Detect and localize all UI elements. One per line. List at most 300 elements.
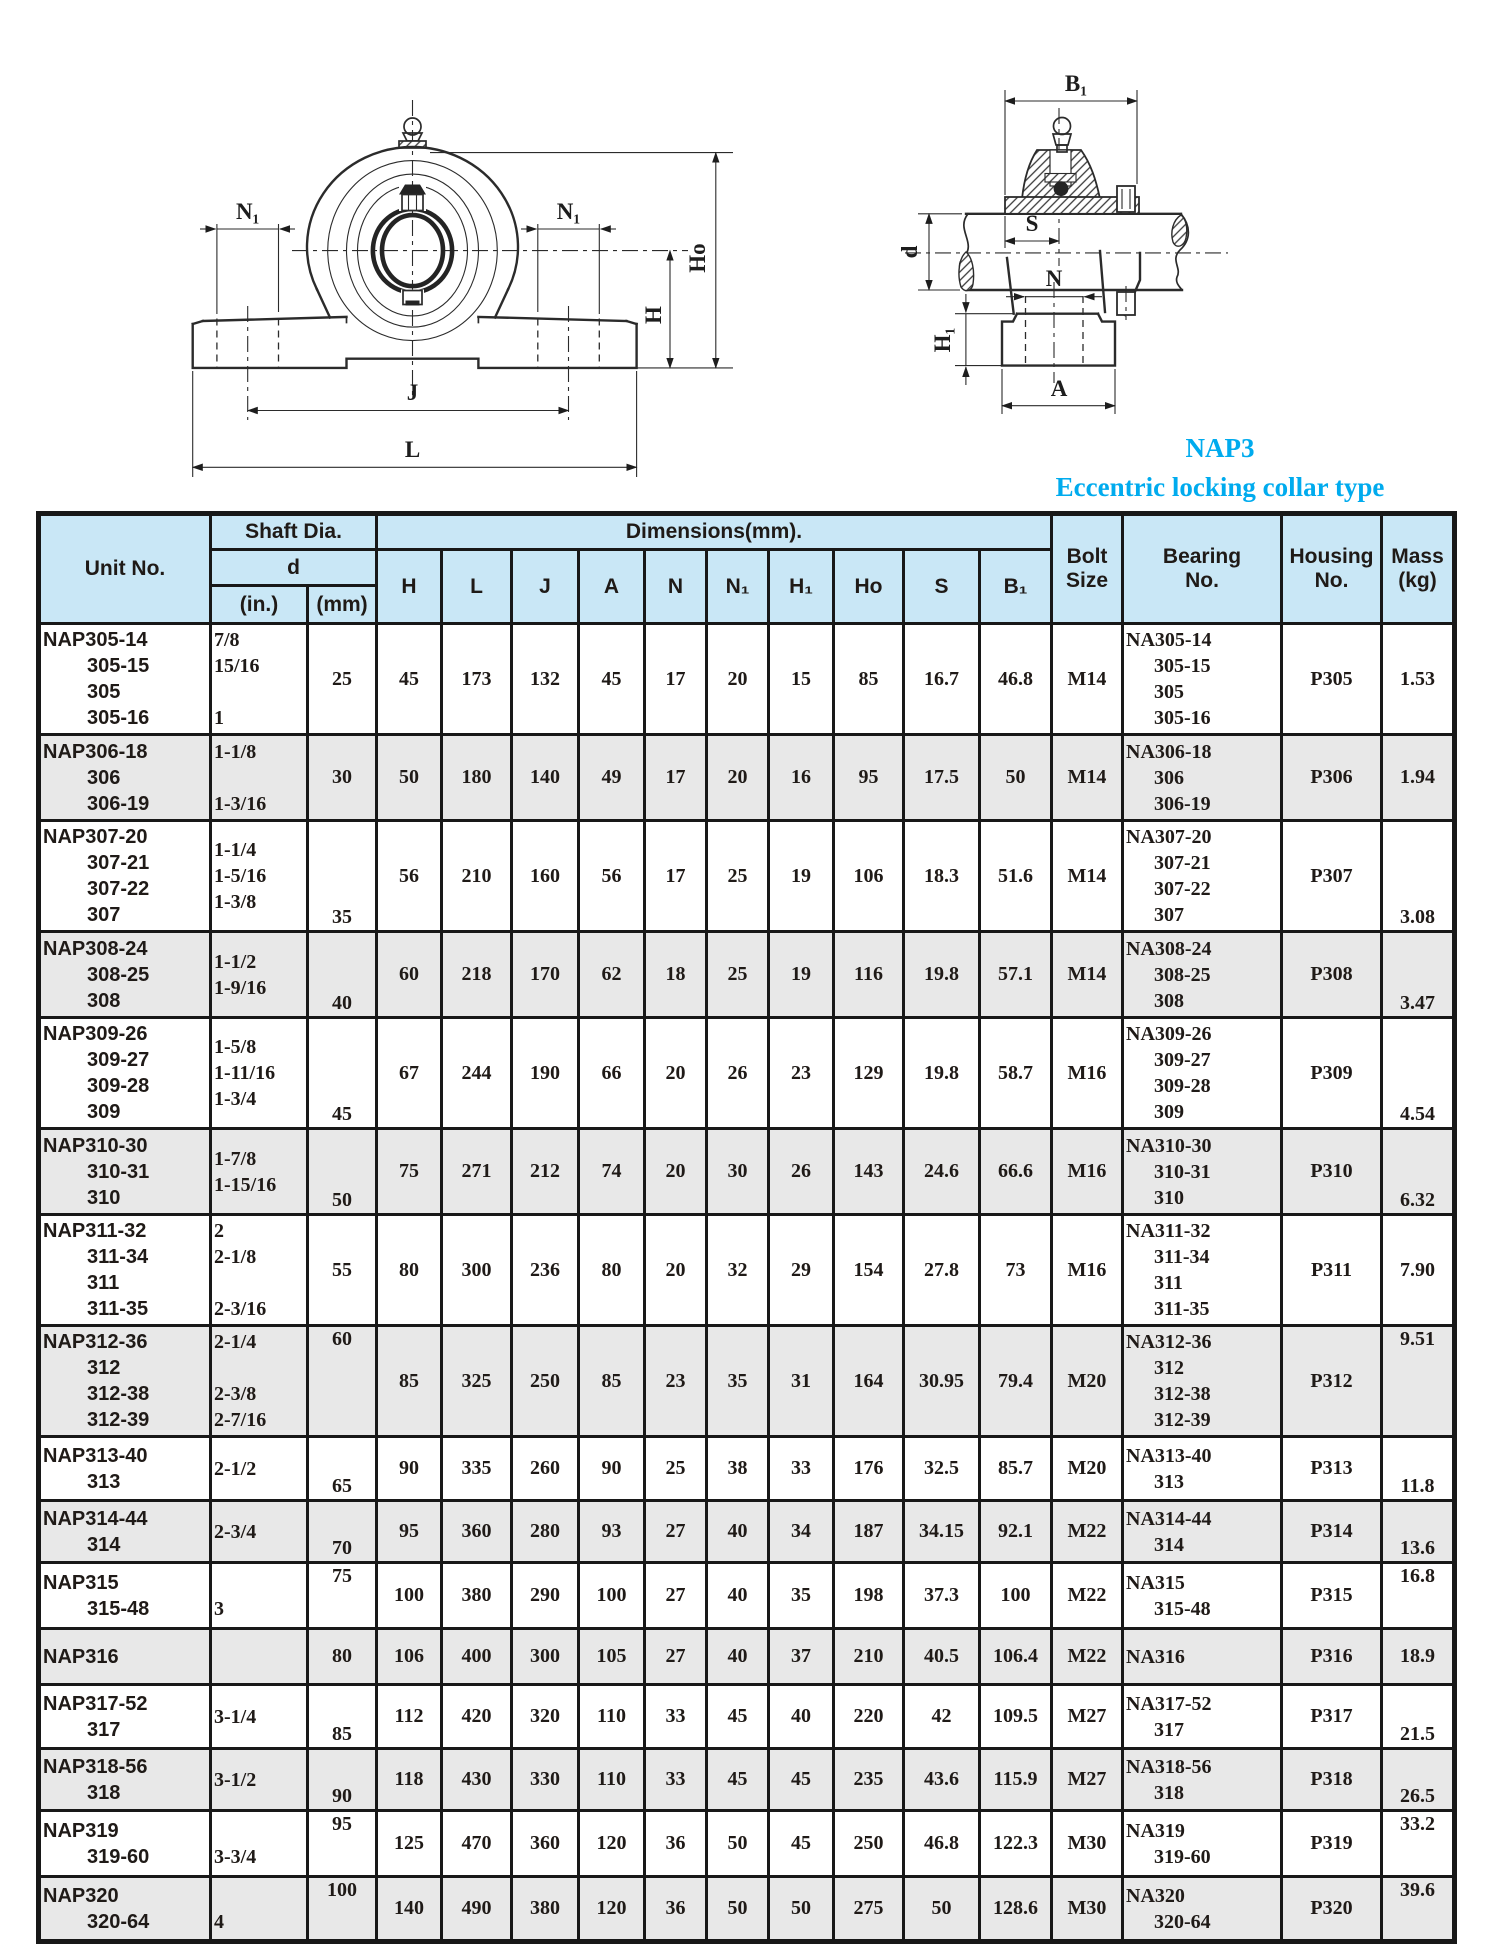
bearing-no-cell — [1123, 1437, 1282, 1501]
bearing-no-cell-line: 311-34 — [1154, 1246, 1210, 1268]
dim-a-cell: 56 — [579, 821, 645, 932]
dim-s-cell: 46.8 — [904, 1811, 980, 1877]
shaft-dia-in-cell — [211, 1629, 308, 1685]
dim-h-cell: 106 — [377, 1629, 442, 1685]
housing-no-cell: P306 — [1282, 735, 1382, 821]
dim-a-cell: 45 — [579, 624, 645, 735]
shaft-dia-mm-cell: 50 — [308, 1129, 377, 1215]
dim-h1-cell: 16 — [769, 735, 834, 821]
dim-h-cell: 140 — [377, 1877, 442, 1942]
bolt-size-cell: M22 — [1052, 1629, 1123, 1685]
dim-ho-cell: 106 — [834, 821, 904, 932]
shaft-dia-in-cell — [211, 932, 308, 1018]
dim-ho-cell: 164 — [834, 1326, 904, 1437]
dim-h-cell: 125 — [377, 1811, 442, 1877]
dim-s-cell: 37.3 — [904, 1563, 980, 1629]
unit-no-cell-line: 305-15 — [87, 655, 150, 677]
unit-no-cell — [39, 1437, 211, 1501]
dim-j-cell: 360 — [512, 1811, 579, 1877]
bearing-no-cell-line: NA313-40 — [1126, 1444, 1212, 1467]
bearing-no-cell — [1123, 1215, 1282, 1326]
unit-no-cell-line: NAP306-18 — [43, 740, 148, 763]
bearing-no-cell-line: NA318-56 — [1126, 1755, 1212, 1778]
unit-no-cell-line: 307-22 — [87, 878, 150, 900]
dim-h1-cell: 50 — [769, 1877, 834, 1942]
bearing-no-cell-line: NA309-26 — [1126, 1023, 1212, 1045]
col-header-housing-no — [1282, 514, 1382, 624]
dim-j-cell: 132 — [512, 624, 579, 735]
dim-h-cell: 50 — [377, 735, 442, 821]
col-header-shaft-dia: Shaft Dia. — [211, 514, 377, 550]
bearing-no-cell-line: NA316 — [1126, 1645, 1185, 1668]
dim-label-s: S — [1025, 211, 1039, 236]
dim-s-cell: 42 — [904, 1685, 980, 1749]
dim-h1-cell: 45 — [769, 1749, 834, 1811]
housing-no-cell: P308 — [1282, 932, 1382, 1018]
dim-j-cell: 190 — [512, 1018, 579, 1129]
table-row — [39, 1563, 1455, 1629]
unit-no-cell-line: NAP313-40 — [43, 1444, 148, 1467]
shaft-dia-mm-cell: 25 — [308, 624, 377, 735]
shaft-dia-in-cell-line — [214, 1355, 304, 1381]
unit-no-cell-line: 309-28 — [87, 1075, 150, 1097]
dim-j-cell: 320 — [512, 1685, 579, 1749]
dim-h1-cell: 31 — [769, 1326, 834, 1437]
shaft-dia-in-cell-line: 1-15/16 — [214, 1173, 277, 1196]
dim-s-cell: 19.8 — [904, 932, 980, 1018]
dim-h1-cell: 35 — [769, 1563, 834, 1629]
bearing-no-cell — [1123, 1326, 1282, 1437]
table-row — [39, 1685, 1455, 1749]
shaft-dia-in-cell-line: 3-1/2 — [214, 1768, 257, 1791]
unit-no-cell-line: 309-27 — [87, 1049, 150, 1071]
unit-no-cell-line: NAP305-14 — [43, 629, 148, 651]
dim-label-h1: H₁ — [930, 327, 955, 353]
dim-b1-cell: 57.1 — [980, 932, 1052, 1018]
bearing-no-cell — [1123, 932, 1282, 1018]
dim-n1-cell: 26 — [707, 1018, 769, 1129]
bearing-no-cell-line: 320-64 — [1154, 1910, 1211, 1933]
unit-no-cell-line: 311-35 — [87, 1298, 149, 1320]
dim-j-cell: 260 — [512, 1437, 579, 1501]
bearing-no-cell — [1123, 735, 1282, 821]
side-view-drawing — [897, 71, 1228, 414]
housing-no-cell: P309 — [1282, 1018, 1382, 1129]
dim-ho-cell: 176 — [834, 1437, 904, 1501]
dim-s-cell: 32.5 — [904, 1437, 980, 1501]
dim-n-cell: 17 — [645, 624, 707, 735]
unit-no-cell — [39, 1749, 211, 1811]
dim-b1-cell: 79.4 — [980, 1326, 1052, 1437]
mass-line2: (kg) — [1398, 569, 1437, 592]
bolt-size-cell: M14 — [1052, 821, 1123, 932]
mass-cell: 26.5 — [1382, 1749, 1455, 1811]
dim-l-cell: 360 — [442, 1501, 512, 1563]
dim-l-cell: 210 — [442, 821, 512, 932]
unit-no-cell — [39, 1811, 211, 1877]
dimension-table — [36, 511, 1457, 1944]
bearing-no-cell-line: 314 — [1154, 1533, 1184, 1556]
col-header-dim-l: L — [442, 550, 512, 624]
dim-a-cell: 93 — [579, 1501, 645, 1563]
dim-ho-cell: 198 — [834, 1563, 904, 1629]
dim-n1-cell: 40 — [707, 1563, 769, 1629]
unit-no-cell-line: NAP307-20 — [43, 826, 148, 848]
dim-h-cell: 45 — [377, 624, 442, 735]
bolt-size-line1: Bolt — [1066, 545, 1108, 568]
dim-ho-cell: 154 — [834, 1215, 904, 1326]
shaft-dia-in-cell-line: 1-7/8 — [214, 1147, 257, 1170]
unit-no-cell — [39, 1129, 211, 1215]
dim-s-cell: 30.95 — [904, 1326, 980, 1437]
shaft-dia-in-cell-line: 1-9/16 — [214, 976, 267, 999]
col-header-dim-a: A — [579, 550, 645, 624]
dim-n-cell: 20 — [645, 1018, 707, 1129]
housing-no-cell: P311 — [1282, 1215, 1382, 1326]
dim-label-a: A — [1050, 376, 1068, 401]
housing-no-cell: P316 — [1282, 1629, 1382, 1685]
dim-a-cell: 105 — [579, 1629, 645, 1685]
col-header-mass — [1382, 514, 1455, 624]
housing-no-cell: P314 — [1282, 1501, 1382, 1563]
mass-cell: 6.32 — [1382, 1129, 1455, 1215]
housing-no-cell: P315 — [1282, 1563, 1382, 1629]
dim-b1-cell: 92.1 — [980, 1501, 1052, 1563]
bearing-no-cell-line: 319-60 — [1154, 1845, 1211, 1868]
dim-n-cell: 33 — [645, 1749, 707, 1811]
unit-no-cell — [39, 1629, 211, 1685]
unit-no-cell-line: NAP320 — [43, 1884, 119, 1907]
col-header-dim-ho: Ho — [834, 550, 904, 624]
dim-s-cell: 24.6 — [904, 1129, 980, 1215]
shaft-dia-in-cell-line — [214, 1883, 304, 1909]
housing-no-cell: P310 — [1282, 1129, 1382, 1215]
shaft-dia-in-cell — [211, 1685, 308, 1749]
dim-s-cell: 18.3 — [904, 821, 980, 932]
bearing-no-cell-line: 317 — [1154, 1718, 1184, 1741]
dim-l-cell: 180 — [442, 735, 512, 821]
shaft-dia-in-cell-line: 2 — [214, 1220, 224, 1242]
unit-no-cell-line: NAP308-24 — [43, 937, 148, 960]
dim-b1-cell: 66.6 — [980, 1129, 1052, 1215]
dim-label-ho: Ho — [685, 243, 710, 273]
dim-n-cell: 25 — [645, 1437, 707, 1501]
shaft-dia-in-cell — [211, 1326, 308, 1437]
housing-no-line2: No. — [1314, 569, 1349, 592]
dim-n-cell: 18 — [645, 932, 707, 1018]
unit-no-cell — [39, 1877, 211, 1942]
dim-label-j: J — [406, 380, 419, 405]
col-header-dim-n: N — [645, 550, 707, 624]
bolt-size-line2: Size — [1065, 569, 1109, 592]
col-header-dim-j: J — [512, 550, 579, 624]
mass-cell: 13.6 — [1382, 1501, 1455, 1563]
unit-no-cell-line: 312-39 — [87, 1409, 150, 1431]
shaft-dia-in-cell-line — [214, 679, 304, 705]
shaft-dia-in-cell-line: 1 — [214, 707, 224, 729]
bolt-size-cell: M30 — [1052, 1811, 1123, 1877]
dim-n-cell: 20 — [645, 1129, 707, 1215]
dim-n-cell: 17 — [645, 821, 707, 932]
shaft-dia-in-cell — [211, 1215, 308, 1326]
dim-b1-cell: 85.7 — [980, 1437, 1052, 1501]
unit-no-cell-line: 320-64 — [87, 1910, 150, 1933]
shaft-dia-in-cell-line — [214, 1270, 304, 1296]
bearing-no-cell — [1123, 1563, 1282, 1629]
shaft-dia-in-cell-line — [214, 1818, 304, 1844]
shaft-dia-mm-cell: 95 — [308, 1811, 377, 1877]
dim-s-cell: 27.8 — [904, 1215, 980, 1326]
col-header-dim-h: H — [377, 550, 442, 624]
shaft-dia-mm-cell: 60 — [308, 1326, 377, 1437]
unit-no-cell — [39, 932, 211, 1018]
dim-j-cell: 330 — [512, 1749, 579, 1811]
dim-h-cell: 90 — [377, 1437, 442, 1501]
shaft-dia-in-cell — [211, 1129, 308, 1215]
dim-l-cell: 490 — [442, 1877, 512, 1942]
housing-no-cell: P313 — [1282, 1437, 1382, 1501]
bearing-no-cell-line: 312-38 — [1154, 1383, 1211, 1405]
dim-s-cell: 19.8 — [904, 1018, 980, 1129]
dim-n-cell: 36 — [645, 1877, 707, 1942]
bearing-no-line2: No. — [1185, 569, 1219, 592]
dim-b1-cell: 122.3 — [980, 1811, 1052, 1877]
unit-no-cell — [39, 1215, 211, 1326]
bolt-size-cell: M22 — [1052, 1501, 1123, 1563]
unit-no-cell-line: 317 — [87, 1718, 121, 1741]
shaft-dia-mm-cell: 75 — [308, 1563, 377, 1629]
bearing-no-cell — [1123, 1629, 1282, 1685]
unit-no-cell-line: 308-25 — [87, 963, 150, 986]
bearing-no-cell-line: 318 — [1154, 1781, 1184, 1804]
dim-h1-cell: 37 — [769, 1629, 834, 1685]
bearing-no-cell — [1123, 1501, 1282, 1563]
unit-no-cell-line: 310-31 — [87, 1160, 150, 1183]
dim-h-cell: 118 — [377, 1749, 442, 1811]
unit-no-cell-line: NAP316 — [43, 1645, 119, 1668]
bearing-no-cell-line: NA317-52 — [1126, 1692, 1212, 1715]
col-header-unit-no: Unit No. — [39, 514, 211, 624]
bearing-no-cell-line: 309-28 — [1154, 1075, 1211, 1097]
bearing-no-cell-line: 309-27 — [1154, 1049, 1211, 1071]
mass-cell: 3.47 — [1382, 932, 1455, 1018]
dim-b1-cell: 50 — [980, 735, 1052, 821]
dim-l-cell: 400 — [442, 1629, 512, 1685]
shaft-dia-mm-cell: 90 — [308, 1749, 377, 1811]
dim-a-cell: 49 — [579, 735, 645, 821]
shaft-dia-mm-cell: 70 — [308, 1501, 377, 1563]
dim-h-cell: 56 — [377, 821, 442, 932]
unit-no-cell — [39, 821, 211, 932]
housing-no-cell: P312 — [1282, 1326, 1382, 1437]
dim-n1-cell: 32 — [707, 1215, 769, 1326]
bearing-no-cell-line: 310-31 — [1154, 1160, 1211, 1183]
dim-b1-cell: 109.5 — [980, 1685, 1052, 1749]
bearing-no-cell-line: 307-22 — [1154, 878, 1211, 900]
dim-b1-cell: 128.6 — [980, 1877, 1052, 1942]
bearing-no-cell-line: 311-35 — [1154, 1298, 1210, 1320]
bearing-no-cell-line: NA312-36 — [1126, 1331, 1212, 1353]
dim-l-cell: 271 — [442, 1129, 512, 1215]
dim-j-cell: 236 — [512, 1215, 579, 1326]
col-header-dim-n1: N₁ — [707, 550, 769, 624]
dim-h1-cell: 34 — [769, 1501, 834, 1563]
unit-no-cell-line: 313 — [87, 1470, 121, 1493]
dim-ho-cell: 95 — [834, 735, 904, 821]
bolt-size-cell: M27 — [1052, 1749, 1123, 1811]
unit-no-cell-line: 308 — [87, 989, 121, 1012]
dim-b1-cell: 106.4 — [980, 1629, 1052, 1685]
dim-ho-cell: 129 — [834, 1018, 904, 1129]
bearing-no-cell-line: 305 — [1154, 681, 1184, 703]
series-title — [1030, 429, 1410, 507]
bolt-size-cell: M20 — [1052, 1437, 1123, 1501]
dim-j-cell: 170 — [512, 932, 579, 1018]
dim-b1-cell: 115.9 — [980, 1749, 1052, 1811]
dim-n-cell: 23 — [645, 1326, 707, 1437]
bearing-no-cell-line: NA310-30 — [1126, 1134, 1212, 1157]
table-row — [39, 1437, 1455, 1501]
shaft-dia-mm-cell: 100 — [308, 1877, 377, 1942]
shaft-dia-in-cell — [211, 1877, 308, 1942]
mass-cell: 9.51 — [1382, 1326, 1455, 1437]
dim-n-cell: 20 — [645, 1215, 707, 1326]
bearing-no-cell — [1123, 1749, 1282, 1811]
bearing-no-cell-line: 308-25 — [1154, 963, 1211, 986]
dim-n1-cell: 45 — [707, 1685, 769, 1749]
dim-l-cell: 325 — [442, 1326, 512, 1437]
bearing-no-cell — [1123, 1811, 1282, 1877]
unit-no-cell-line: 306 — [87, 766, 121, 789]
dim-n-cell: 36 — [645, 1811, 707, 1877]
dim-ho-cell: 275 — [834, 1877, 904, 1942]
shaft-dia-in-cell-line: 2-3/4 — [214, 1520, 257, 1543]
dim-h-cell: 80 — [377, 1215, 442, 1326]
unit-no-cell-line: 318 — [87, 1781, 121, 1804]
housing-no-line1: Housing — [1289, 545, 1374, 568]
dim-n1-cell: 40 — [707, 1629, 769, 1685]
shaft-dia-mm-cell: 35 — [308, 821, 377, 932]
shaft-dia-in-cell-line: 1-5/8 — [214, 1036, 257, 1058]
bearing-no-cell-line: 307-21 — [1154, 852, 1211, 874]
dim-l-cell: 218 — [442, 932, 512, 1018]
bearing-no-cell-line: 306-19 — [1154, 792, 1211, 815]
bearing-no-cell-line: NA319 — [1126, 1819, 1185, 1842]
bearing-no-cell-line: NA308-24 — [1126, 937, 1212, 960]
housing-no-cell: P320 — [1282, 1877, 1382, 1942]
dim-h1-cell: 45 — [769, 1811, 834, 1877]
front-view-drawing — [193, 100, 733, 477]
dim-n1-cell: 35 — [707, 1326, 769, 1437]
dim-a-cell: 120 — [579, 1811, 645, 1877]
dim-l-cell: 335 — [442, 1437, 512, 1501]
bearing-no-cell-line: 308 — [1154, 989, 1184, 1012]
unit-no-cell — [39, 1018, 211, 1129]
dim-j-cell: 380 — [512, 1877, 579, 1942]
unit-no-cell-line: NAP312-36 — [43, 1331, 148, 1353]
dim-ho-cell: 187 — [834, 1501, 904, 1563]
shaft-dia-in-cell-line: 2-1/4 — [214, 1331, 257, 1353]
bearing-no-line1: Bearing — [1162, 545, 1242, 568]
table-row — [39, 1629, 1455, 1685]
dim-h1-cell: 26 — [769, 1129, 834, 1215]
dim-h1-cell: 19 — [769, 932, 834, 1018]
bearing-no-cell — [1123, 1018, 1282, 1129]
shaft-dia-in-cell-line: 2-7/16 — [214, 1409, 267, 1431]
dim-n1-cell: 50 — [707, 1877, 769, 1942]
unit-no-cell — [39, 1326, 211, 1437]
bearing-no-cell-line: NA305-14 — [1126, 629, 1212, 651]
bolt-size-cell: M27 — [1052, 1685, 1123, 1749]
dim-ho-cell: 220 — [834, 1685, 904, 1749]
dim-b1-cell: 100 — [980, 1563, 1052, 1629]
dim-ho-cell: 250 — [834, 1811, 904, 1877]
dim-h1-cell: 33 — [769, 1437, 834, 1501]
table-row — [39, 821, 1455, 932]
dim-label-l: L — [404, 437, 421, 462]
table-row — [39, 1018, 1455, 1129]
dim-n1-cell: 25 — [707, 821, 769, 932]
mass-cell: 11.8 — [1382, 1437, 1455, 1501]
shaft-dia-in-cell-line: 15/16 — [214, 655, 260, 677]
bearing-no-cell-line: 315-48 — [1154, 1597, 1211, 1620]
bearing-no-cell-line: 312 — [1154, 1357, 1184, 1379]
dim-label-b1: B₁ — [1064, 71, 1088, 96]
mass-line1: Mass — [1391, 545, 1444, 568]
unit-no-cell-line: 312 — [87, 1357, 121, 1379]
dim-a-cell: 66 — [579, 1018, 645, 1129]
mass-cell: 4.54 — [1382, 1018, 1455, 1129]
table-row — [39, 735, 1455, 821]
unit-no-cell-line: 306-19 — [87, 792, 150, 815]
unit-no-cell-line: 312-38 — [87, 1383, 150, 1405]
shaft-dia-in-cell — [211, 1749, 308, 1811]
bolt-size-cell: M20 — [1052, 1326, 1123, 1437]
col-header-in: (in.) — [211, 586, 308, 624]
unit-no-cell-line: 309 — [87, 1101, 121, 1123]
unit-no-cell-line: NAP317-52 — [43, 1692, 148, 1715]
shaft-dia-in-cell — [211, 1811, 308, 1877]
dim-b1-cell: 46.8 — [980, 624, 1052, 735]
dim-ho-cell: 85 — [834, 624, 904, 735]
mass-cell: 18.9 — [1382, 1629, 1455, 1685]
bearing-no-cell-line: 310 — [1154, 1186, 1184, 1209]
mass-cell: 1.53 — [1382, 624, 1455, 735]
housing-no-cell: P307 — [1282, 821, 1382, 932]
dim-s-cell: 50 — [904, 1877, 980, 1942]
shaft-dia-in-cell-line: 1-3/16 — [214, 792, 267, 815]
col-header-bolt-size — [1052, 514, 1123, 624]
dim-j-cell: 290 — [512, 1563, 579, 1629]
bolt-size-cell: M22 — [1052, 1563, 1123, 1629]
dim-h1-cell: 15 — [769, 624, 834, 735]
dim-n1-cell: 38 — [707, 1437, 769, 1501]
dim-a-cell: 90 — [579, 1437, 645, 1501]
shaft-dia-in-cell-line: 1-11/16 — [214, 1062, 276, 1084]
housing-no-cell: P319 — [1282, 1811, 1382, 1877]
table-row — [39, 1749, 1455, 1811]
bolt-size-cell: M16 — [1052, 1018, 1123, 1129]
bearing-no-cell — [1123, 1129, 1282, 1215]
shaft-dia-in-cell — [211, 1501, 308, 1563]
unit-no-cell-line: NAP309-26 — [43, 1023, 148, 1045]
shaft-dia-in-cell-line: 1-3/4 — [214, 1088, 257, 1110]
dim-n1-cell: 50 — [707, 1811, 769, 1877]
shaft-dia-in-cell-line — [214, 765, 304, 791]
housing-no-cell: P317 — [1282, 1685, 1382, 1749]
bolt-size-cell: M16 — [1052, 1215, 1123, 1326]
bolt-size-cell: M30 — [1052, 1877, 1123, 1942]
